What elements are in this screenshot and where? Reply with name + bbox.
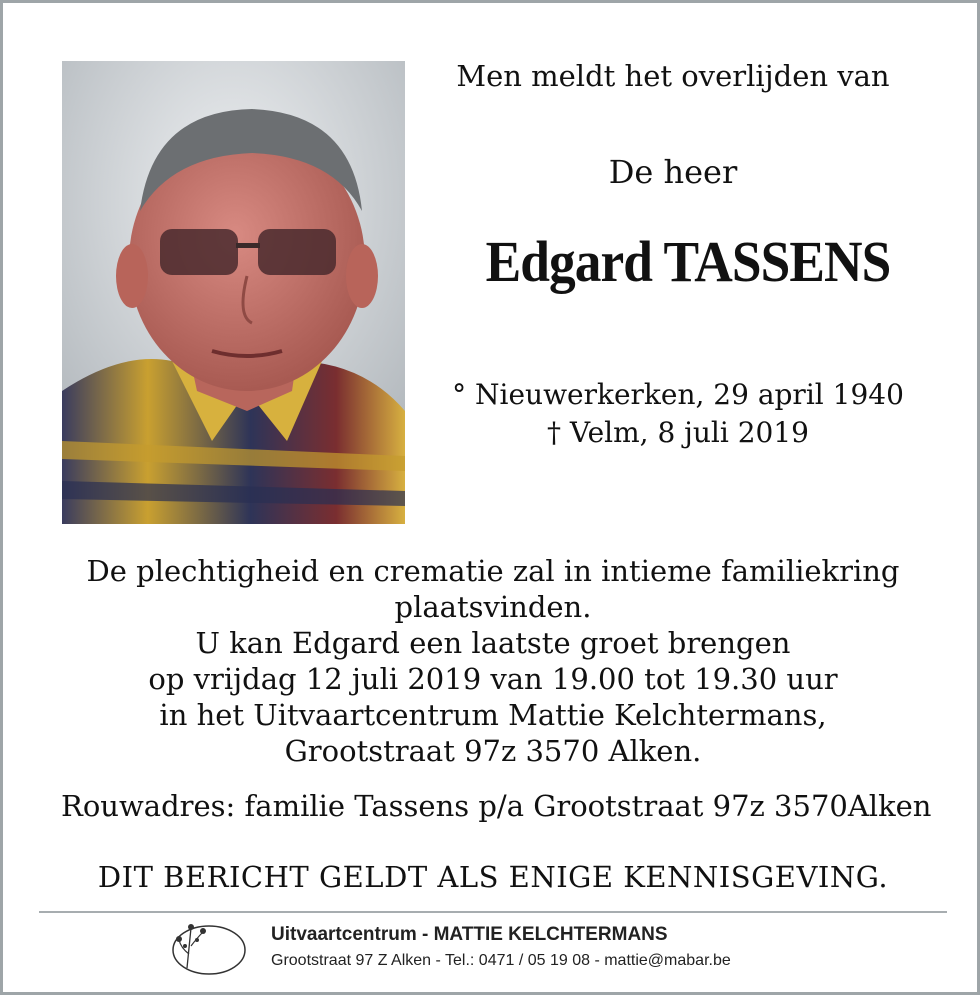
- ceremony-text: [43, 553, 943, 769]
- body-line: op vrijdag 12 juli 2019 van 19.00 tot 19.30 uur: [148, 662, 838, 696]
- mourning-address: Rouwadres: familie Tassens p/a Grootstraat 97z 3570Alken: [61, 789, 932, 823]
- body-line: plaatsvinden.: [394, 590, 592, 624]
- flower-logo-icon: [167, 918, 247, 978]
- deceased-name: Edgard TASSENS: [485, 229, 891, 294]
- birth-date: ° Nieuwerkerken, 29 april 1940: [452, 378, 904, 411]
- portrait-illustration: [62, 61, 405, 524]
- body-line: Grootstraat 97z 3570 Alken.: [284, 734, 702, 768]
- body-line: U kan Edgard een laatste groet brengen: [195, 626, 791, 660]
- life-dates: [433, 376, 923, 452]
- funeral-home-name: Uitvaartcentrum - MATTIE KELCHTERMANS: [271, 924, 668, 945]
- body-line: in het Uitvaartcentrum Mattie Kelchtermans,: [159, 698, 827, 732]
- footer-divider: [39, 911, 947, 913]
- sole-notice: DIT BERICHT GELDT ALS ENIGE KENNISGEVING.: [97, 860, 889, 894]
- body-line: De plechtigheid en crematie zal in intieme familiekring: [86, 554, 900, 588]
- portrait-photo: [62, 61, 405, 524]
- intro-text: Men meldt het overlijden van: [456, 59, 890, 93]
- honorific: De heer: [608, 153, 738, 191]
- funeral-home-address: Grootstraat 97 Z Alken - Tel.: 0471 / 05 19 08 - mattie@mabar.be: [271, 952, 731, 969]
- death-date: † Velm, 8 juli 2019: [547, 416, 809, 449]
- footer: [167, 918, 747, 978]
